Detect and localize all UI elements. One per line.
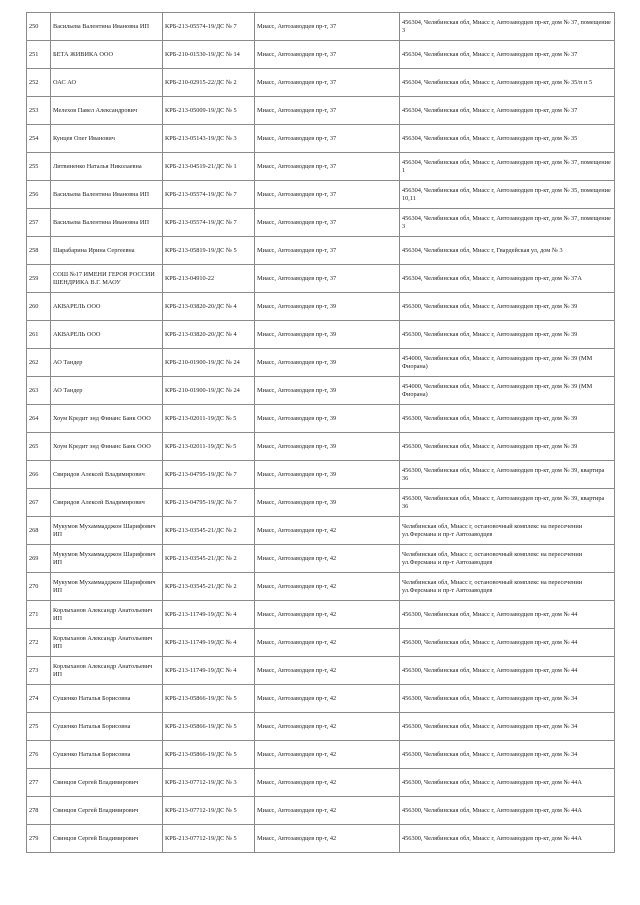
location-address-cell: Миасс, Автозаводцев пр-т, 42 [255,685,400,713]
organization-name-cell: Мукумов Мухаммадджон Шарифович ИП [51,545,163,573]
row-number-cell: 256 [27,181,51,209]
postal-address-cell: 456300, Челябинская обл, Миасс г, Автозаводцев пр-кт, дом № 39 [400,293,615,321]
postal-address-cell: 456300, Челябинская обл, Миасс г, Автозаводцев пр-кт, дом № 39, квартира 36 [400,461,615,489]
table-row [27,405,615,433]
location-address-cell: Миасс, Автозаводцев пр-т, 37 [255,69,400,97]
postal-address-cell: 456300, Челябинская обл, Миасс г, Автозаводцев пр-кт, дом № 44 [400,657,615,685]
row-number-cell: 262 [27,349,51,377]
postal-address-cell: 456300, Челябинская обл, Миасс г, Автозаводцев пр-кт, дом № 34 [400,685,615,713]
organization-name-cell: СОШ №17 ИМЕНИ ГЕРОЯ РОССИИ ШЕНДРИКА В.Г. МАОУ [51,265,163,293]
table-row [27,41,615,69]
organization-name-cell: Кунцев Олег Иванович [51,125,163,153]
postal-address-cell: 456304, Челябинская обл, Миасс г, Гвардейская ул, дом № 3 [400,237,615,265]
postal-address-cell: Челябинская обл, Миасс г, остановочный комплекс на пересечении ул.Ферсмана и пр-т Автозаводцев [400,517,615,545]
row-number-cell: 273 [27,657,51,685]
location-address-cell: Миасс, Автозаводцев пр-т, 39 [255,377,400,405]
postal-address-cell: 456304, Челябинская обл, Миасс г, Автозаводцев пр-кт, дом № 37, помещение 3 [400,209,615,237]
location-address-cell: Миасс, Автозаводцев пр-т, 39 [255,489,400,517]
organization-name-cell: Васильева Валентина Ивановна ИП [51,13,163,41]
row-number-cell: 275 [27,713,51,741]
row-number-cell: 260 [27,293,51,321]
contract-number-cell: КРБ-213-05143-19/ДС № 3 [163,125,255,153]
contract-number-cell: КРБ-213-05574-19/ДС № 7 [163,209,255,237]
row-number-cell: 253 [27,97,51,125]
table-row [27,685,615,713]
contract-number-cell: КРБ-213-04519-21/ДС № 1 [163,153,255,181]
postal-address-cell: 456300, Челябинская обл, Миасс г, Автозаводцев пр-кт, дом № 39 [400,321,615,349]
contract-number-cell: КРБ-213-03545-21/ДС № 2 [163,517,255,545]
table-row [27,517,615,545]
organization-name-cell: Хоум Кредит энд Финанс Банк ООО [51,405,163,433]
registry-table [26,12,615,853]
table-row [27,293,615,321]
location-address-cell: Миасс, Автозаводцев пр-т, 42 [255,741,400,769]
row-number-cell: 276 [27,741,51,769]
table-row [27,545,615,573]
postal-address-cell: 456304, Челябинская обл, Миасс г, Автозаводцев пр-кт, дом № 35, помещение 10,11 [400,181,615,209]
table-row [27,769,615,797]
table-row [27,601,615,629]
location-address-cell: Миасс, Автозаводцев пр-т, 37 [255,237,400,265]
location-address-cell: Миасс, Автозаводцев пр-т, 42 [255,517,400,545]
document-page [26,12,614,853]
organization-name-cell: Васильева Валентина Ивановна ИП [51,209,163,237]
location-address-cell: Миасс, Автозаводцев пр-т, 42 [255,573,400,601]
contract-number-cell: КРБ-213-03545-21/ДС № 2 [163,545,255,573]
location-address-cell: Миасс, Автозаводцев пр-т, 37 [255,125,400,153]
postal-address-cell: 456300, Челябинская обл, Миасс г, Автозаводцев пр-кт, дом № 39 [400,405,615,433]
table-row [27,629,615,657]
location-address-cell: Миасс, Автозаводцев пр-т, 39 [255,349,400,377]
table-row [27,741,615,769]
organization-name-cell: АКВАРЕЛЬ ООО [51,293,163,321]
contract-number-cell: КРБ-210-01530-19/ДС № 14 [163,41,255,69]
table-row [27,125,615,153]
location-address-cell: Миасс, Автозаводцев пр-т, 37 [255,209,400,237]
contract-number-cell: КРБ-213-07712-19/ДС № 5 [163,797,255,825]
table-row [27,657,615,685]
organization-name-cell: Васильева Валентина Ивановна ИП [51,181,163,209]
contract-number-cell: КРБ-213-05819-19/ДС № 5 [163,237,255,265]
postal-address-cell: Челябинская обл, Миасс г, остановочный комплекс на пересечении ул.Ферсмана и пр-т Автозаводцев [400,545,615,573]
organization-name-cell: Мукумов Мухаммадджон Шарифович ИП [51,573,163,601]
row-number-cell: 255 [27,153,51,181]
table-row [27,237,615,265]
row-number-cell: 267 [27,489,51,517]
postal-address-cell: 456300, Челябинская обл, Миасс г, Автозаводцев пр-кт, дом № 44 [400,629,615,657]
organization-name-cell: Свинцов Сергей Владимирович [51,769,163,797]
organization-name-cell: Свинцов Сергей Владимирович [51,797,163,825]
organization-name-cell: Сушенко Наталья Борисовна [51,713,163,741]
contract-number-cell: КРБ-213-05009-19/ДС № 5 [163,97,255,125]
row-number-cell: 257 [27,209,51,237]
location-address-cell: Миасс, Автозаводцев пр-т, 37 [255,181,400,209]
table-row [27,797,615,825]
organization-name-cell: АО Тандер [51,349,163,377]
postal-address-cell: 454000, Челябинская обл, Миасс г, Автозаводцев пр-кт, дом № 39 (ММ Фиорана) [400,349,615,377]
table-row [27,825,615,853]
organization-name-cell: АО Тандер [51,377,163,405]
postal-address-cell: 456304, Челябинская обл, Миасс г, Автозаводцев пр-кт, дом № 37 [400,41,615,69]
contract-number-cell: КРБ-213-07712-19/ДС № 3 [163,769,255,797]
contract-number-cell: КРБ-210-01900-19/ДС № 24 [163,377,255,405]
row-number-cell: 254 [27,125,51,153]
row-number-cell: 263 [27,377,51,405]
organization-name-cell: Мукумов Мухаммадджон Шарифович ИП [51,517,163,545]
postal-address-cell: 456300, Челябинская обл, Миасс г, Автозаводцев пр-кт, дом № 44А [400,769,615,797]
table-row [27,489,615,517]
organization-name-cell: АКВАРЕЛЬ ООО [51,321,163,349]
row-number-cell: 271 [27,601,51,629]
postal-address-cell: Челябинская обл, Миасс г, остановочный комплекс на пересечении ул.Ферсмана и пр-т Автозаводцев [400,573,615,601]
location-address-cell: Миасс, Автозаводцев пр-т, 42 [255,545,400,573]
contract-number-cell: КРБ-213-05574-19/ДС № 7 [163,181,255,209]
postal-address-cell: 456300, Челябинская обл, Миасс г, Автозаводцев пр-кт, дом № 44А [400,825,615,853]
postal-address-cell: 456300, Челябинская обл, Миасс г, Автозаводцев пр-кт, дом № 44А [400,797,615,825]
postal-address-cell: 456304, Челябинская обл, Миасс г, Автозаводцев пр-кт, дом № 35/п п 5 [400,69,615,97]
row-number-cell: 264 [27,405,51,433]
location-address-cell: Миасс, Автозаводцев пр-т, 37 [255,153,400,181]
contract-number-cell: КРБ-213-03820-20/ДС № 4 [163,293,255,321]
location-address-cell: Миасс, Автозаводцев пр-т, 39 [255,405,400,433]
table-row [27,377,615,405]
organization-name-cell: Сушенко Наталья Борисовна [51,741,163,769]
postal-address-cell: 456304, Челябинская обл, Миасс г, Автозаводцев пр-кт, дом № 37, помещение 3 [400,13,615,41]
organization-name-cell: Сушенко Наталья Борисовна [51,685,163,713]
table-row [27,349,615,377]
row-number-cell: 274 [27,685,51,713]
table-row [27,433,615,461]
contract-number-cell: КРБ-210-02915-22/ДС № 2 [163,69,255,97]
organization-name-cell: Свиридов Алексей Владимирович [51,489,163,517]
organization-name-cell: Свиридов Алексей Владимирович [51,461,163,489]
postal-address-cell: 456300, Челябинская обл, Миасс г, Автозаводцев пр-кт, дом № 44 [400,601,615,629]
organization-name-cell: Свинцов Сергей Владимирович [51,825,163,853]
row-number-cell: 252 [27,69,51,97]
contract-number-cell: КРБ-213-02011-19/ДС № 5 [163,433,255,461]
location-address-cell: Миасс, Автозаводцев пр-т, 42 [255,629,400,657]
row-number-cell: 270 [27,573,51,601]
table-row [27,713,615,741]
row-number-cell: 265 [27,433,51,461]
postal-address-cell: 456300, Челябинская обл, Миасс г, Автозаводцев пр-кт, дом № 34 [400,713,615,741]
contract-number-cell: КРБ-213-05866-19/ДС № 5 [163,741,255,769]
contract-number-cell: КРБ-213-03545-21/ДС № 2 [163,573,255,601]
row-number-cell: 266 [27,461,51,489]
organization-name-cell: ОАС АО [51,69,163,97]
contract-number-cell: КРБ-213-02011-19/ДС № 5 [163,405,255,433]
row-number-cell: 269 [27,545,51,573]
organization-name-cell: Корлыханов Александр Анатольевич ИП [51,629,163,657]
location-address-cell: Миасс, Автозаводцев пр-т, 37 [255,265,400,293]
location-address-cell: Миасс, Автозаводцев пр-т, 42 [255,825,400,853]
location-address-cell: Миасс, Автозаводцев пр-т, 42 [255,769,400,797]
postal-address-cell: 456300, Челябинская обл, Миасс г, Автозаводцев пр-кт, дом № 39, квартира 36 [400,489,615,517]
row-number-cell: 277 [27,769,51,797]
contract-number-cell: КРБ-213-05574-19/ДС № 7 [163,13,255,41]
organization-name-cell: Мелехов Павел Александрович [51,97,163,125]
contract-number-cell: КРБ-213-03820-20/ДС № 4 [163,321,255,349]
contract-number-cell: КРБ-210-01900-19/ДС № 24 [163,349,255,377]
table-row [27,461,615,489]
location-address-cell: Миасс, Автозаводцев пр-т, 39 [255,433,400,461]
table-body [27,13,615,853]
contract-number-cell: КРБ-213-05866-19/ДС № 5 [163,713,255,741]
postal-address-cell: 456304, Челябинская обл, Миасс г, Автозаводцев пр-кт, дом № 37 [400,97,615,125]
postal-address-cell: 456304, Челябинская обл, Миасс г, Автозаводцев пр-кт, дом № 37, помещение 1 [400,153,615,181]
row-number-cell: 278 [27,797,51,825]
contract-number-cell: КРБ-213-05866-19/ДС № 5 [163,685,255,713]
organization-name-cell: Корлыханов Александр Анатольевич ИП [51,657,163,685]
location-address-cell: Миасс, Автозаводцев пр-т, 39 [255,321,400,349]
postal-address-cell: 456300, Челябинская обл, Миасс г, Автозаводцев пр-кт, дом № 39 [400,433,615,461]
row-number-cell: 261 [27,321,51,349]
contract-number-cell: КРБ-213-11749-19/ДС № 4 [163,657,255,685]
table-row [27,265,615,293]
location-address-cell: Миасс, Автозаводцев пр-т, 42 [255,657,400,685]
row-number-cell: 250 [27,13,51,41]
postal-address-cell: 456304, Челябинская обл, Миасс г, Автозаводцев пр-кт, дом № 35 [400,125,615,153]
location-address-cell: Миасс, Автозаводцев пр-т, 42 [255,601,400,629]
contract-number-cell: КРБ-213-04795-19/ДС № 7 [163,461,255,489]
contract-number-cell: КРБ-213-04910-22 [163,265,255,293]
row-number-cell: 268 [27,517,51,545]
organization-name-cell: Шарабарина Ирина Сергеевна [51,237,163,265]
contract-number-cell: КРБ-213-11749-19/ДС № 4 [163,629,255,657]
location-address-cell: Миасс, Автозаводцев пр-т, 37 [255,97,400,125]
table-row [27,13,615,41]
contract-number-cell: КРБ-213-11749-19/ДС № 4 [163,601,255,629]
row-number-cell: 258 [27,237,51,265]
location-address-cell: Миасс, Автозаводцев пр-т, 42 [255,797,400,825]
postal-address-cell: 456304, Челябинская обл, Миасс г, Автозаводцев пр-кт, дом № 37А [400,265,615,293]
table-row [27,573,615,601]
table-row [27,181,615,209]
table-row [27,97,615,125]
table-row [27,321,615,349]
location-address-cell: Миасс, Автозаводцев пр-т, 37 [255,41,400,69]
contract-number-cell: КРБ-213-07712-19/ДС № 5 [163,825,255,853]
organization-name-cell: Корлыханов Александр Анатольевич ИП [51,601,163,629]
table-row [27,69,615,97]
organization-name-cell: БЕТА ЖИВИКА ООО [51,41,163,69]
row-number-cell: 251 [27,41,51,69]
row-number-cell: 279 [27,825,51,853]
postal-address-cell: 454000, Челябинская обл, Миасс г, Автозаводцев пр-кт, дом № 39 (ММ Фиорана) [400,377,615,405]
table-row [27,153,615,181]
contract-number-cell: КРБ-213-04795-19/ДС № 7 [163,489,255,517]
location-address-cell: Миасс, Автозаводцев пр-т, 39 [255,461,400,489]
location-address-cell: Миасс, Автозаводцев пр-т, 37 [255,13,400,41]
table-row [27,209,615,237]
location-address-cell: Миасс, Автозаводцев пр-т, 42 [255,713,400,741]
location-address-cell: Миасс, Автозаводцев пр-т, 39 [255,293,400,321]
row-number-cell: 259 [27,265,51,293]
row-number-cell: 272 [27,629,51,657]
organization-name-cell: Хоум Кредит энд Финанс Банк ООО [51,433,163,461]
postal-address-cell: 456300, Челябинская обл, Миасс г, Автозаводцев пр-кт, дом № 34 [400,741,615,769]
organization-name-cell: Литвиненко Наталья Николаевна [51,153,163,181]
